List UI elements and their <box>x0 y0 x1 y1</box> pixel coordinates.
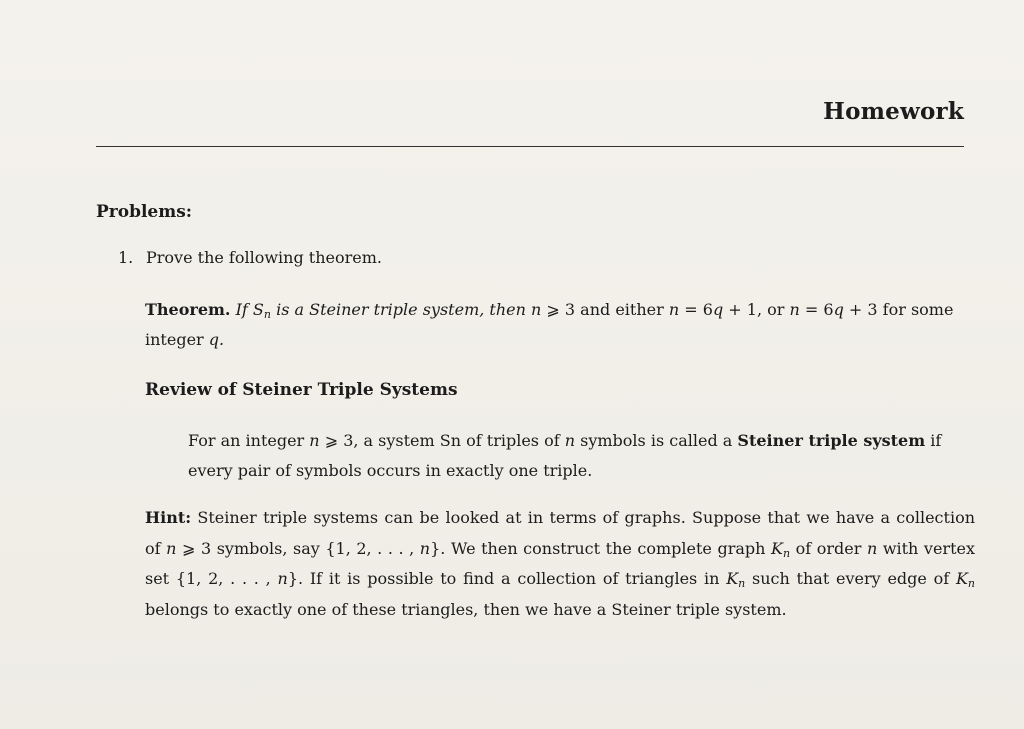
problem-text: Prove the following theorem. <box>146 248 383 267</box>
steiner-definition: For an integer n ⩾ 3, a system Sn of triples of n symbols is called a Steiner triple system if every pair of symbols occurs in exactly one triple. <box>188 431 942 480</box>
problem-1 <box>118 248 382 267</box>
theorem-label: Theorem. <box>145 300 231 319</box>
problem-number: 1. <box>118 248 134 267</box>
defined-term: Steiner triple system <box>737 431 926 450</box>
theorem-body: If $S_n$ is a Steiner triple system, then n ⩾ 3 and either n = 6q + 1, or n = 6q + 3 for some integer q. <box>145 300 954 349</box>
hint-paragraph: Hint: Steiner triple systems can be looked at in terms of graphs. Suppose that we have a collection of n ⩾ 3 symbols, say {1, 2, . . . , n}. We then construct the complete graph $K_n$ of order n with vertex set {1, 2, . . . , n}. If it is possible to find a collection of triangles in $K_n$ such that every edge of $K_n$ belongs to exactly one of these triangles, then we have a Steiner triple system. <box>145 508 976 619</box>
theorem-statement <box>145 295 975 355</box>
hint-label: Hint: <box>145 508 192 527</box>
problems-heading: Problems: <box>96 202 193 222</box>
document-title: Homework <box>823 98 964 125</box>
header-divider <box>96 146 964 147</box>
review-heading: Review of Steiner Triple Systems <box>145 380 458 400</box>
